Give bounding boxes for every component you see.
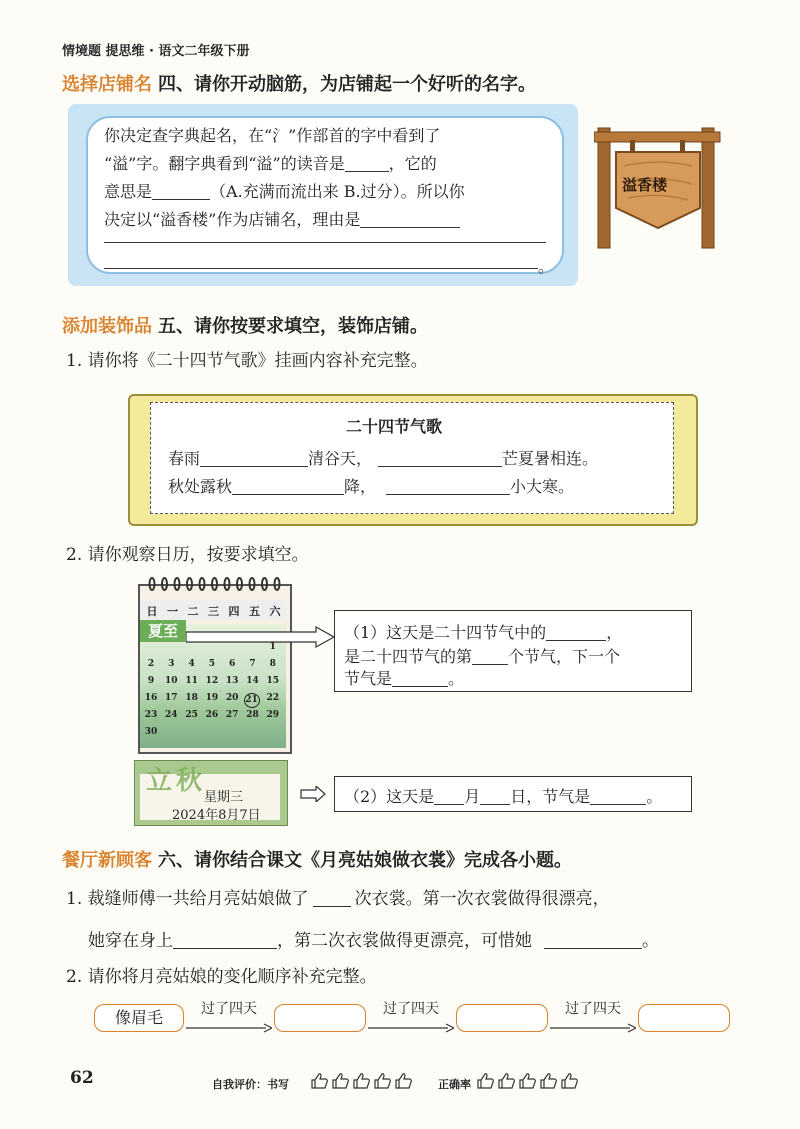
thumbs-up-icon[interactable] <box>352 1072 371 1090</box>
pinyin-blank[interactable] <box>345 155 389 172</box>
calendar-date: 29 <box>266 710 280 720</box>
calendar-weekday: 四 <box>228 605 240 618</box>
writing-rating <box>310 1072 415 1094</box>
calendar-date: 26 <box>205 710 219 720</box>
calendar-date: 1 <box>269 642 276 652</box>
calendar-weekday: 三 <box>208 605 219 618</box>
calendar-date-grid <box>142 642 284 746</box>
poem-blank-2[interactable] <box>378 450 502 467</box>
calendar-date: 22 <box>266 693 280 703</box>
thumbs-up-icon[interactable] <box>394 1072 413 1090</box>
liqiu-title: 立秋 <box>146 766 207 796</box>
section-4-tag: 选择店铺名 <box>62 74 152 95</box>
calendar-weekday-row <box>140 600 286 620</box>
question-6-2: 2. 请你将月亮姑娘的变化顺序补充完整。 <box>66 967 377 987</box>
calendar-date: 25 <box>185 710 198 720</box>
poem-blank-3[interactable] <box>232 478 344 495</box>
calendar-date: 17 <box>165 693 178 703</box>
calendar-weekday: 六 <box>269 605 281 618</box>
calendar-date: 19 <box>205 693 219 703</box>
reason-end-mark: 。 <box>538 257 555 276</box>
page-number: 62 <box>70 1068 94 1088</box>
calendar-date: 9 <box>147 676 155 686</box>
poem-line-2: 秋处露秋 降， 小大寒。 <box>168 477 575 496</box>
answer-1-line-2: 是二十四节气的第 个节气，下一个 <box>344 647 621 666</box>
pointer-arrow <box>186 626 336 648</box>
shop-sign-text: 溢香楼 <box>622 176 668 194</box>
moon-arrow-1: 过了四天 <box>186 998 272 1037</box>
moon-stage-blank-1[interactable] <box>274 1004 366 1032</box>
day-blank[interactable] <box>480 788 510 805</box>
name-box-text <box>104 122 549 234</box>
thumbs-up-icon[interactable] <box>560 1072 579 1090</box>
calendar-rings <box>146 576 282 592</box>
calendar-date: 28 <box>246 710 259 720</box>
self-eval-label: 自我评价：书写 <box>212 1078 289 1091</box>
calendar-date: 16 <box>144 693 158 703</box>
section-5-tag: 添加装饰品 <box>62 316 152 337</box>
calendar-weekday: 二 <box>187 605 199 618</box>
question-5-1: 1. 请你将《二十四节气歌》挂画内容补充完整。 <box>66 351 428 371</box>
calendar-date: 6 <box>229 659 236 669</box>
second-dress-blank[interactable] <box>544 931 642 949</box>
calendar-solar-term-badge: 夏至 <box>140 620 186 642</box>
section-5-title: 五、请你按要求填空，装饰店铺。 <box>158 316 428 337</box>
next-term-blank[interactable] <box>392 670 448 687</box>
moon-arrow-3: 过了四天 <box>550 998 636 1037</box>
name-line-4: 决定以“溢香楼”作为店铺名，理由是 <box>104 206 549 234</box>
first-dress-blank[interactable] <box>173 931 277 949</box>
answer-1-line-1: （1）这天是二十四节气中的 ， <box>344 623 623 642</box>
calendar-date: 18 <box>185 693 198 703</box>
liqiu-term-blank[interactable] <box>590 788 646 805</box>
calendar-weekday: 日 <box>146 605 158 618</box>
small-arrow-icon <box>300 786 326 802</box>
times-blank[interactable] <box>313 889 351 907</box>
section-6-title: 六、请你结合课文《月亮姑娘做衣裳》完成各小题。 <box>158 850 572 871</box>
calendar-date: 10 <box>165 676 178 686</box>
name-line-2: “溢”字。翻字典看到“溢”的读音是 ，它的 <box>104 154 437 173</box>
poem-line-1: 春雨 清谷天， 芒夏暑相连。 <box>168 449 599 468</box>
name-line-3: 意思是 （A.充满而流出来 B.过分）。所以你 <box>104 182 465 201</box>
calendar-date: 23 <box>144 710 158 720</box>
solar-term-blank[interactable] <box>546 624 606 641</box>
section-6-tag: 餐厅新顾客 <box>62 850 152 871</box>
moon-stage-blank-2[interactable] <box>456 1004 548 1032</box>
name-line-1: 你决定查字典起名，在“氵”作部首的字中看到了 <box>104 126 441 145</box>
month-blank[interactable] <box>434 788 464 805</box>
calendar-weekday: 一 <box>167 605 178 618</box>
section-6-heading <box>62 846 572 872</box>
liqiu-date: 2024年8月7日 <box>172 808 261 823</box>
section-4-heading <box>62 70 536 96</box>
moon-stage-blank-3[interactable] <box>638 1004 730 1032</box>
calendar-date: 5 <box>208 659 216 669</box>
liqiu-weekday: 星期三 <box>204 790 244 805</box>
thumbs-up-icon[interactable] <box>373 1072 392 1090</box>
answer-2-line: （2）这天是 月 日，节气是 。 <box>344 787 663 806</box>
calendar-date: 30 <box>144 727 158 737</box>
thumbs-up-icon[interactable] <box>310 1072 329 1090</box>
moon-arrow-2: 过了四天 <box>368 998 454 1037</box>
accuracy-label: 正确率 <box>438 1078 471 1091</box>
calendar-date: 27 <box>225 710 239 720</box>
calendar-weekday: 五 <box>249 605 260 618</box>
question-5-2: 2. 请你观察日历，按要求填空。 <box>66 545 309 565</box>
thumbs-up-icon[interactable] <box>331 1072 350 1090</box>
calendar-date: 14 <box>246 676 259 686</box>
calendar-date: 3 <box>168 659 175 669</box>
thumbs-up-icon[interactable] <box>518 1072 537 1090</box>
section-5-heading <box>62 312 428 338</box>
calendar-date: 20 <box>225 693 239 703</box>
section-4-title: 四、请你开动脑筋，为店铺起一个好听的名字。 <box>158 74 536 95</box>
calendar-date: 8 <box>269 659 276 669</box>
meaning-blank[interactable] <box>152 183 210 200</box>
calendar-date: 7 <box>249 659 256 669</box>
reason-blank-2[interactable] <box>104 242 546 243</box>
reason-blank-1[interactable] <box>360 211 460 228</box>
calendar-date: 21 <box>244 693 260 708</box>
poem-title: 二十四节气歌 <box>346 417 443 436</box>
moon-stage-start: 像眉毛 <box>94 1004 184 1032</box>
accuracy-rating <box>476 1072 581 1094</box>
thumbs-up-icon[interactable] <box>476 1072 495 1090</box>
calendar-date: 24 <box>165 710 178 720</box>
calendar-date: 15 <box>266 676 280 686</box>
calendar-date: 4 <box>188 659 195 669</box>
poem-blank-4[interactable] <box>386 478 510 495</box>
calendar-date: 12 <box>205 676 219 686</box>
calendar-date: 2 <box>147 659 155 669</box>
page-header: 情境题 提思维 · 语文二年级下册 <box>62 44 250 59</box>
calendar-date: 13 <box>225 676 239 686</box>
question-6-1-line-1: 1. 裁缝师傅一共给月亮姑娘做了 次衣裳。第一次衣裳做得很漂亮， <box>66 889 610 909</box>
question-6-1-line-2: 她穿在身上 ，第二次衣裳做得更漂亮，可惜她 。 <box>88 931 659 951</box>
reason-blank-3[interactable] <box>104 268 538 269</box>
poem-blank-1[interactable] <box>200 450 308 467</box>
term-order-blank[interactable] <box>472 648 508 665</box>
thumbs-up-icon[interactable] <box>497 1072 516 1090</box>
answer-1-line-3: 节气是 。 <box>344 669 465 688</box>
thumbs-up-icon[interactable] <box>539 1072 558 1090</box>
calendar-date: 11 <box>185 676 198 686</box>
